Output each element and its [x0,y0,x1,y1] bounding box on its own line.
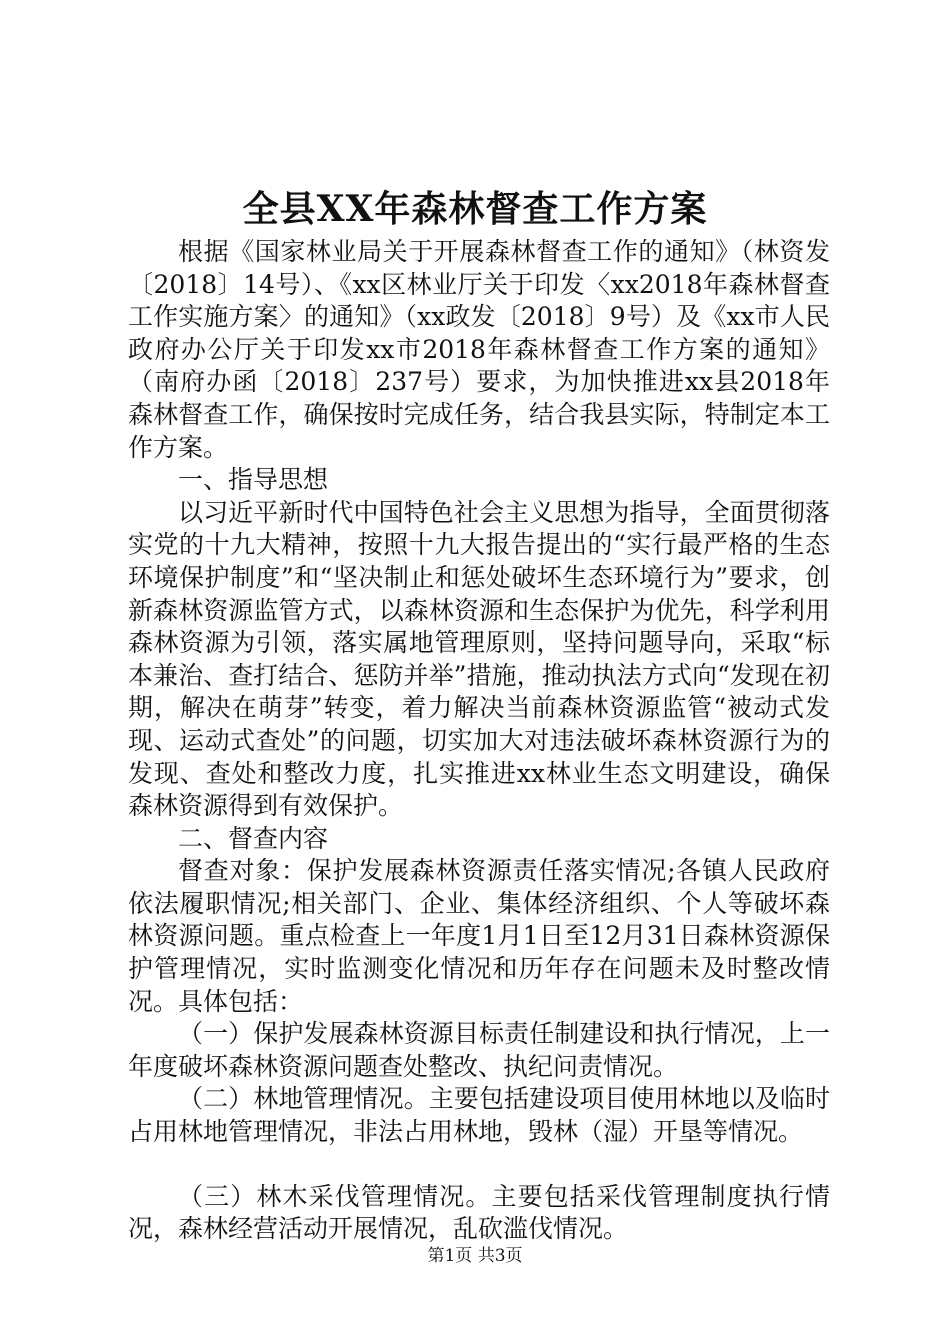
guiding-ideology-paragraph: 以习近平新时代中国特色社会主义思想为指导，全面贯彻落实党的十九大精神，按照十九大报告提出的“实行最严格的生态环境保护制度”和“坚决制止和惩处破坏生态环境行为”要求，创新森林资源监管方式，以森林资源和生态保护为优先，科学利用森林资源为引领，落实属地管理原则，坚持问题导向，采取“标本兼治、查打结合、惩防并举”措施，推动执法方式向“发现在初期，解决在萌芽”转变，着力解决当前森林资源监管“被动式发现、运动式查处”的问题，切实加大对违法破坏森林资源行为的发现、查处和整改力度，扎实推进xx林业生态文明建设，确保森林资源得到有效保护。 [128,497,830,821]
item-3-paragraph: （三）林木采伐管理情况。主要包括采伐管理制度执行情况，森林经营活动开展情况，乱砍滥伐情况。 [128,1181,830,1244]
intro-paragraph: 根据《国家林业局关于开展森林督查工作的通知》（林资发〔2018〕14号）、《xx区林业厅关于印发〈xx2018年森林督查工作实施方案〉的通知》（xx政发〔2018〕9号）及《xx市人民政府办公厅关于印发xx市2018年森林督查工作方案的通知》（南府办函〔2018〕237号）要求，为加快推进xx县2018年森林督查工作，确保按时完成任务，结合我县实际，特制定本工作方案。 [128,237,830,462]
item-2-paragraph: （二）林地管理情况。主要包括建设项目使用林地以及临时占用林地管理情况，非法占用林地，毁林（湿）开垦等情况。 [128,1084,830,1147]
inspection-targets-paragraph: 督查对象：保护发展森林资源责任落实情况;各镇人民政府依法履职情况;相关部门、企业、集体经济组织、个人等破坏森林资源问题。重点检查上一年度1月1日至12月31日森林资源保护管理情况，实时监测变化情况和历年存在问题未及时整改情况。具体包括： [128,856,830,1016]
page-footer: 第1页 共3页 [427,1246,523,1266]
section-heading-guiding-ideology: 一、指导思想 [178,465,329,495]
item-1-paragraph: （一）保护发展森林资源目标责任制建设和执行情况，上一年度破坏森林资源问题查处整改、执纪问责情况。 [128,1019,830,1081]
document-body [128,236,830,1246]
document-title: 全县XX年森林督查工作方案 [242,188,708,230]
section-heading-inspection-content: 二、督查内容 [178,823,329,853]
